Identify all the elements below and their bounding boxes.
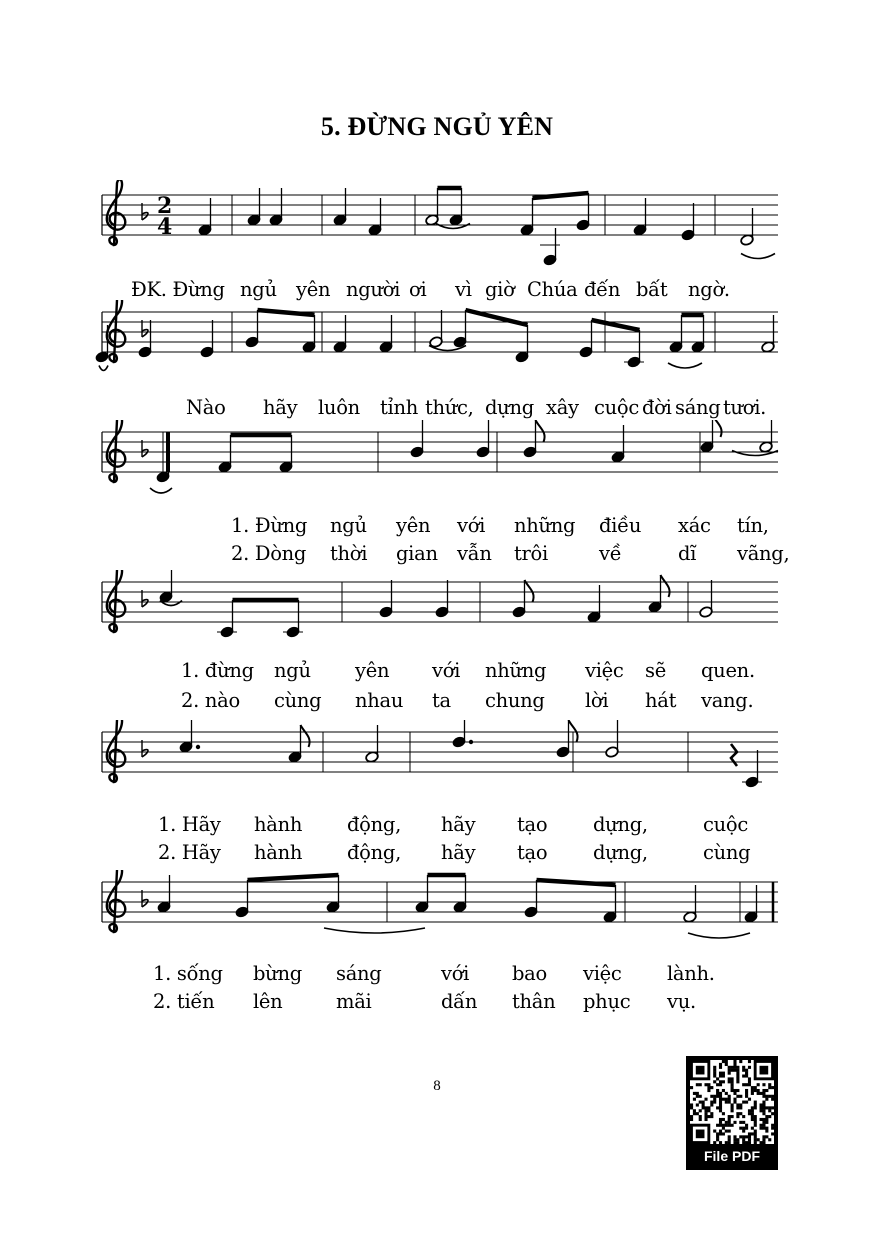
flag: [661, 575, 670, 597]
lyric-syllable: vang.: [701, 689, 754, 712]
note-head: [691, 315, 705, 353]
note-head: [159, 570, 173, 603]
beam: [537, 880, 616, 885]
lyric-syllable: với: [432, 659, 461, 682]
flat-sign-icon: [142, 590, 148, 607]
note-head: [576, 193, 590, 231]
lyric-syllable: lên: [253, 990, 283, 1013]
note-head: [579, 320, 593, 358]
lyric-syllable: 2. Dòng: [231, 542, 307, 565]
note-head: [476, 420, 490, 458]
lyric-syllable: tươi.: [723, 396, 767, 419]
quarter-rest-icon: [731, 744, 737, 766]
qr-code-icon: [690, 1060, 774, 1144]
lyric-syllable: ngủ: [240, 278, 277, 301]
flat-sign-icon: [142, 890, 148, 907]
note-head: [740, 208, 754, 246]
note-head: [453, 875, 467, 913]
lyric-syllable: chung: [485, 689, 545, 712]
note-head: [453, 310, 467, 348]
note-head: [279, 435, 293, 473]
treble-clef-icon: [107, 870, 125, 932]
flat-sign-icon: [142, 740, 148, 757]
lyric-syllable: ngờ.: [688, 278, 730, 301]
tie: [668, 363, 702, 368]
lyric-syllable: vì: [455, 278, 472, 301]
note-head: [410, 420, 424, 458]
note-head: [247, 188, 261, 226]
lyric-syllable: 1. Hãy: [158, 813, 221, 836]
treble-clef-icon: [107, 420, 125, 482]
page-number: 8: [433, 1078, 441, 1094]
lyric-syllable: việc: [585, 659, 624, 682]
lyric-syllable: dựng: [485, 396, 534, 419]
qr-code-badge[interactable]: [686, 1056, 778, 1170]
note-head: [449, 188, 463, 226]
note-head: [415, 875, 429, 913]
tie: [688, 933, 750, 938]
note-head: [235, 880, 249, 918]
lyric-syllable: động,: [347, 813, 401, 836]
lyric-syllable: yên: [296, 278, 331, 301]
lyric-syllable: Nào: [186, 396, 226, 419]
lyric-syllable: 1. sống: [153, 962, 223, 985]
lyric-syllable: động,: [347, 841, 401, 864]
lyric-syllable: phục: [583, 990, 631, 1013]
lyric-syllable: mãi: [336, 990, 372, 1013]
lyric-syllable: vãng,: [737, 542, 790, 565]
staff-system-1: [0, 180, 874, 310]
lyric-syllable: người: [346, 278, 401, 301]
note-head: [425, 188, 439, 226]
note-head: [742, 750, 762, 788]
lyric-syllable: tỉnh: [380, 396, 418, 419]
flat-sign-icon: [142, 440, 148, 457]
tie: [324, 928, 425, 933]
lyric-syllable: hành: [254, 813, 303, 836]
lyric-syllable: hãy: [441, 841, 476, 864]
note-head: [333, 315, 347, 353]
lyric-syllable: điều: [599, 514, 642, 537]
flat-sign-icon: [142, 320, 148, 337]
lyric-syllable: yên: [396, 514, 431, 537]
note-head: [524, 880, 538, 918]
flag: [536, 420, 545, 442]
staff-system-2: [0, 300, 874, 430]
note-head: [179, 720, 200, 753]
beam: [258, 310, 315, 315]
note-head: [744, 885, 758, 923]
note-head: [761, 315, 775, 353]
lyric-syllable: những: [485, 659, 547, 682]
note-head: [435, 580, 449, 618]
lyric-syllable: việc: [583, 962, 622, 985]
qr-label: File PDF: [703, 1148, 760, 1164]
lyric-syllable: gian: [396, 542, 438, 565]
staff-system-4: [0, 570, 874, 720]
lyric-syllable: tín,: [737, 514, 769, 537]
tie: [732, 451, 778, 456]
lyric-syllable: 2. Hãy: [158, 841, 221, 864]
lyric-syllable: tạo: [517, 813, 548, 836]
lyric-syllable: ngủ: [274, 659, 311, 682]
lyric-syllable: vụ.: [667, 990, 696, 1013]
lyric-syllable: hãy: [263, 396, 298, 419]
lyric-syllable: luôn: [318, 396, 360, 419]
beam: [248, 875, 339, 880]
note-head: [512, 580, 526, 618]
note-head: [200, 320, 214, 358]
note-head: [633, 198, 647, 236]
note-head: [611, 425, 625, 463]
tie: [741, 254, 775, 259]
note-head: [283, 600, 303, 638]
lyric-syllable: nhau: [355, 689, 404, 712]
lyric-syllable: lời: [585, 689, 609, 712]
beam: [533, 193, 589, 198]
note-head: [603, 885, 617, 923]
note-head: [648, 575, 662, 613]
lyric-syllable: ta: [432, 689, 451, 712]
lyric-syllable: những: [514, 514, 576, 537]
note-head: [157, 875, 171, 913]
lyric-syllable: cùng: [703, 841, 751, 864]
lyric-syllable: hát: [645, 689, 677, 712]
flag: [301, 725, 310, 747]
lyric-syllable: dấn: [441, 990, 478, 1013]
lyric-syllable: lành.: [667, 962, 715, 985]
lyric-syllable: với: [457, 514, 486, 537]
time-signature-bottom: 4: [157, 214, 173, 240]
note-head: [302, 315, 316, 353]
staff-svg: [0, 870, 874, 1020]
lyric-syllable: 2. tiến: [153, 990, 215, 1013]
lyric-syllable: dĩ: [678, 542, 697, 565]
note-head: [540, 228, 560, 266]
lyric-syllable: bao: [512, 962, 547, 985]
lyric-syllable: xác: [678, 514, 711, 537]
flat-sign-icon: [142, 203, 148, 220]
lyric-syllable: tạo: [517, 841, 548, 864]
lyric-syllable: vẫn: [457, 542, 492, 565]
lyric-syllable: ơi: [409, 278, 427, 301]
note-head: [368, 198, 382, 236]
lyric-syllable: giờ: [485, 278, 515, 301]
lyric-syllable: đến: [584, 278, 621, 301]
note-head: [288, 725, 302, 763]
note-head: [624, 330, 644, 368]
lyric-syllable: về: [599, 542, 622, 565]
note-head: [429, 310, 443, 348]
lyric-syllable: sẽ: [645, 659, 666, 682]
note-head: [681, 203, 695, 241]
note-head: [218, 435, 232, 473]
note-head: [245, 310, 259, 348]
lyric-syllable: Chúa: [527, 278, 578, 301]
note-head: [669, 315, 683, 353]
flag: [525, 580, 534, 602]
staff-system-6: [0, 870, 874, 1020]
note-head: [759, 420, 773, 453]
note-head: [269, 188, 283, 226]
lyric-syllable: 1. Đừng: [231, 514, 308, 537]
time-signature-top: 2: [157, 193, 173, 219]
lyric-syllable: cùng: [274, 689, 322, 712]
note-head: [217, 600, 237, 638]
lyric-syllable: trôi: [514, 542, 548, 565]
note-head: [699, 580, 713, 618]
lyric-syllable: 1. đừng: [181, 659, 254, 682]
lyric-syllable: với: [441, 962, 470, 985]
lyric-syllable: thời: [330, 542, 368, 565]
note-head: [587, 585, 601, 623]
lyric-syllable: bất: [636, 278, 668, 301]
note-head: [523, 420, 537, 458]
lyric-syllable: xây: [546, 396, 579, 419]
note-head: [326, 875, 340, 913]
lyric-syllable: hãy: [441, 813, 476, 836]
song-title: 5. ĐỪNG NGỦ YÊN: [320, 112, 554, 141]
lyric-syllable: ĐK. Đừng: [131, 278, 225, 301]
staff-system-3: [0, 420, 874, 570]
note-head: [138, 320, 152, 358]
treble-clef-icon: [107, 570, 125, 632]
lyric-syllable: sáng: [675, 396, 721, 419]
lyric-syllable: 2. nào: [181, 689, 240, 712]
lyric-syllable: thức,: [425, 396, 474, 419]
note-head: [683, 885, 697, 923]
lyric-syllable: đời: [642, 396, 672, 419]
lyric-syllable: quen.: [701, 659, 755, 682]
lyric-syllable: sáng: [336, 962, 382, 985]
lyric-syllable: cuộc: [594, 396, 639, 419]
note-head: [520, 198, 534, 236]
flag: [713, 420, 722, 437]
tie: [150, 488, 172, 493]
note-head: [379, 315, 393, 353]
lyric-syllable: yên: [355, 659, 390, 682]
lyric-syllable: ngủ: [330, 514, 367, 537]
note-head: [556, 720, 570, 758]
note-head: [452, 720, 473, 748]
note-head: [605, 720, 619, 758]
treble-clef-icon: [107, 300, 125, 362]
note-head: [365, 725, 379, 763]
note-head: [700, 420, 714, 453]
tie: [99, 366, 108, 371]
staff-system-5: [0, 720, 874, 870]
treble-clef-icon: [107, 720, 125, 782]
lyric-syllable: dựng,: [593, 813, 648, 836]
note-head: [333, 188, 347, 226]
note-head: [198, 198, 212, 236]
note-head: [515, 325, 529, 363]
lyric-syllable: hành: [254, 841, 303, 864]
lyric-syllable: thân: [512, 990, 556, 1013]
lyric-syllable: bừng: [253, 962, 302, 985]
note-head: [379, 580, 393, 618]
lyric-syllable: dựng,: [593, 841, 648, 864]
lyric-syllable: cuộc: [703, 813, 748, 836]
